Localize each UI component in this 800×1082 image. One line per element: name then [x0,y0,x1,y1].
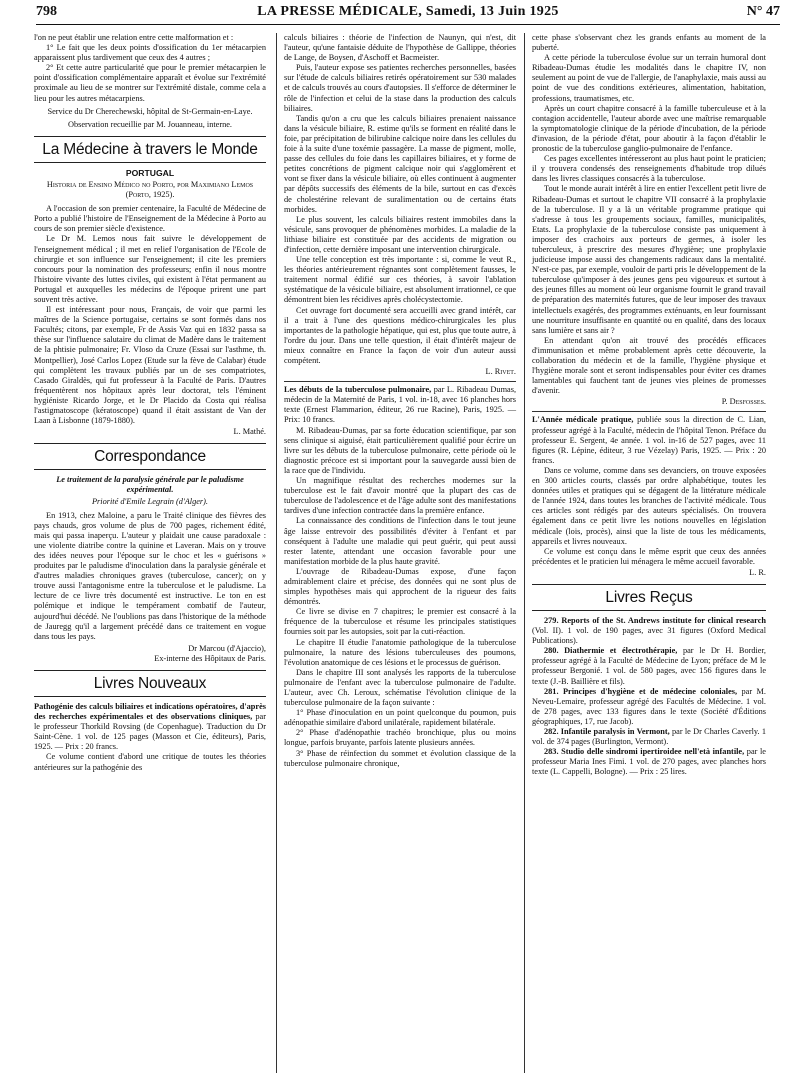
paragraph: Après un court chapitre consacré à la famille tuberculeuse et à la contagion accidentelle, l'auteur aborde avec une maîtrise remarquable la symptomatologie clinique de la période d'incubation, de la période d'invasion, de la période d'état, pour aboutir à la façon d'établir le pronostic de la tuberculose ganglio-pulmonaire de l'enfance. [532,103,766,154]
column-2 [284,33,516,769]
book-title: Pathogénie des calculs biliaires et indications opératoires, d'après des recherches expérimentales et des observations cliniques, [34,701,266,722]
divider [284,381,516,382]
paragraph: Cet ouvrage fort documenté sera accueilli avec grand intérêt, car il a trait à l'une des questions médico-chirurgicales les plus importantes de la pathologie hépatique, qui est, plus que toute autre, à l'ordre du jour. Dans une telle question, il était d'intérêt majeur de mieux connaître en France la façon de voir d'un auteur aussi compétent. [284,305,516,365]
paragraph: Puis, l'auteur expose ses patientes recherches personnelles, basées sur l'étude de calculs biliaires retirés opératoirement sur 530 malades et de calculs trouvés au cours d'autopsies. Il s'efforce de déterminer le rôle de l'infection et celui de la stase dans la production des calculs biliaires. [284,63,516,113]
paragraph: Ces pages excellentes intéresseront au plus haut point le praticien; il y trouvera condensés des renseignements d'habitude trop dilués dans les livres classiques consacrés à la tuberculose. [532,154,766,184]
list-item [532,687,766,727]
page-header [36,2,780,24]
paragraph: 2° Phase d'adénopathie trachéo bronchique, plus ou moins longue, parfois bruyante, parfois latente plusieurs années. [284,728,516,748]
paragraph: A l'occasion de son premier centenaire, la Faculté de Médecine de Porto a publié l'histoire de l'Enseignement de la Médecine à Porto au cours de son premier siècle d'existence. [34,204,266,234]
section-header [34,670,266,697]
paragraph: Dans ce volume, comme dans ses devanciers, on trouve exposées en 300 articles courts, classés par ordre alphabétique, toutes les données utiles et pratiques qui se dégagent de la littérature médicale de l'année 1924, dans toutes les branches de l'activité médicale. Tous ces articles sont rédigés par des auteurs spécialisés. On trouvera également dans ce petit livre les notions nouvelles en législation médicale (lois, procès), ainsi que la liste de tous les médicaments, appareils et livres nouveaux. [532,465,766,546]
paragraph: Tandis qu'on a cru que les calculs biliaires prenaient naissance dans la vésicule biliaire, R. estime qu'ils se forment en réalité dans le foie, par précipitation de bilirubine calcique noire dans les cellules du foie à la suite d'une toxémie passagère. La masse de pigment, molle, passe des cellules du foie dans les capillaires biliaires, et y forme de petites concrétions de pigment calcique noir qui s'agglomèrent et vont se fixer dans la vésicule biliaire, où elles continuent à augmenter par dépôts successifs des éléments de la bile, surtout en cas d'excès de cholestérine relevant de suralimentation ou de certains états morbides. [284,113,516,214]
paragraph: Dans le chapitre III sont analysés les rapports de la tuberculose pulmonaire de l'enfant avec la tuberculose pulmonaire de l'adulte. L'auteur, avec Ch. Leroux, schématise l'évolution clinique de la tuberculose pulmonaire de la façon suivante : [284,667,516,708]
book-details: (Vol. II). 1 vol. de 190 pages, avec 31 figures (Oxford Medical Publications). [532,626,766,646]
signature: Dr Marcou (d'Ajaccio), [188,643,266,653]
list-item [532,646,766,686]
paragraph: En 1913, chez Maloine, a paru le Traité clinique des fièvres des pays chauds, gros volume de plus de 700 pages, richement édité, mais qui passa inaperçu. L'auteur y plaidait une cause paradoxale : une violente diatribe contre la quinine et Laveran. Mais on y trouve des idées neuves pour l'époque sur le choc et les « guérisons » produites par le paludisme d'inoculation dans la paralysie générale et d'autres maladies chroniques graves (tuberculose, cancer); on y trouve aussi l'antagonisme entre la tuberculose et le paludisme. La lecture de ce livre très documenté est instructive. Le ton en est polémique et indique le tempérament combatif de l'auteur, aujourd'hui décédé. Ne l'oublions pas dans l'historique de la méthode de Jauregg qu'il a largement précédé dans ce traitement en vogue dans tous les pays. [34,510,266,641]
issue-number: N° 47 [746,4,780,19]
list-item [532,747,766,777]
book-entry [284,385,516,425]
paragraph: Ce livre se divise en 7 chapitres; le premier est consacré à la fréquence de la tuberculose et résume les principales statistiques fournies soit par les autopsies, soit par la cuti-réaction. [284,607,516,637]
book-details: par L. Ribadeau Dumas, médecin de la Maternité de Paris, 1 vol. in-18, avec 16 planches hors texte (Ernest Flammarion, éditeur, 26 rue Racine), Paris, 1925. — Prix: 10 francs. [284,385,517,425]
paragraph: Le chapitre II étudie l'anatomie pathologique de la tuberculose pulmonaire, la nature des lésions tuberculeuses des poumons, l'évolution anatomique de ces lésions et le processus de guérison. [284,637,516,667]
book-title: 282. Infantile paralysis in Vermont, [544,727,670,736]
divider [532,411,766,412]
observation-line: Observation recueillie par M. Jouanneau, interne. [67,119,233,129]
paragraph: En attendant qu'on ait trouvé des procédés efficaces d'immunisation et même probablement après cette découverte, la collaboration du médecin et de la famille, l'hygiène physique et l'hygiène morale sont et seront indispensables pour éviter ces drames lamentables qui fauchent tant de jeunes vies pleines de promesses d'avenir. [532,335,766,396]
paragraph: Ce volume est conçu dans le même esprit que ceux des années précédentes et le praticien lui ménagera le même accueil favorable. [532,546,766,566]
book-title: 280. Diathermie et électrothérapie, [544,646,678,656]
book-details: par M. Neveu-Lemaire, professeur agrégé des Facultés de Médecine. 1 vol. de 278 pages, avec 133 figures dans le texte (Société d'Éditions géographiques, 17, rue Jacob). [532,686,766,726]
paragraph: 2° Et cette autre particularité que pour le premier métacarpien le point d'ossification complémentaire apparaît et évolue sur l'extrémité proximale au lieu de se montrer sur l'extrémité distale, comme cela a lieu pour les autres métacarpiens. [34,63,266,103]
signature: P. Desfosses. [721,397,766,407]
column-3 [532,33,766,777]
paragraph: Un magnifique résultat des recherches modernes sur la tuberculose est le fait d'avoir montré que la plupart des cas de tuberculose de l'adolescence et de l'âge adulte sont des manifestations tardives d'une infection contractée dans la première enfance. [284,476,516,516]
book-details: publiée sous la direction de C. Lian, professeur agrégé à la Faculté, médecin de l'hôpital Tenon. Préface du professeur E. Sergent, 4e année. 1 vol. in-16 de 527 pages, avec 11 figures (R. Lépine, éditeur, 3 rue Vézelay) Paris, 1925. — Prix : 20 francs. [532,415,767,465]
book-details: par le professeur Thorkild Rovsing (de Copenhague). Traduction du Dr Saint-Cène. 1 vol. de 125 pages (Masson et Cie, éditeurs), Paris, 1925. — Prix : 20 francs. [34,712,266,752]
column-1 [34,33,266,773]
book-entry [34,702,266,752]
paragraph: La connaissance des conditions de l'infection dans le tout jeune âge laisse entrevoir des possibilités d'éviter à l'enfant et par conséquent à l'adulte une maladie qui peut guérir, qui peut aussi rester latente, attendant une occasion favorable pour une manifestation morbide de la plus haute gravité. [284,516,516,566]
letter-priority: Priorité d'Emile Legrain (d'Alger). [91,497,208,507]
paragraph: 3° Phase de réinfection du sommet et évolution classique de la tuberculose pulmonaire chronique, [284,748,516,768]
paragraph: Ce volume contient d'abord une critique de toutes les théories antérieures sur la pathogénie des [34,752,266,772]
book-title: Les débuts de la tuberculose pulmonaire, [284,385,432,395]
section-header [34,443,266,470]
book-details: par le Dr Charles Caverly. 1 vol. de 374 pages (Burlington, Vermont). [532,727,766,747]
book-title: 281. Principes d'hygiène et de médecine coloniales, [544,686,738,696]
list-item [532,727,766,747]
paragraph: l'on ne peut établir une relation entre cette malformation et : [34,33,234,42]
service-line: Service du Dr Cherechewski, hôpital de St-Germain-en-Laye. [47,106,253,116]
section-title-livres-nouveaux: Livres Nouveaux [93,674,207,692]
list-item [532,616,766,646]
book-reference: Historia de Ensino Médico no Porto, por Maximiano Lemos (Porto, 1925). [46,179,254,200]
book-title: 279. Reports of the St. Andrews institute for clinical research [544,615,766,625]
country-heading: PORTUGAL [125,167,175,178]
paragraph: Le Dr M. Lemos nous fait suivre le développement de l'enseignement médical ; il met en relief l'organisation de l'Ecole de chirurgie et son influence sur l'enseignement; il cite les premiers concours pour la nomination des professeurs; enfin il nous montre l'histoire vivante des luttes civiles, qui existent à l'état permanent au Portugal et auxquelles les médecins de l'époque prirent une part souvent très active. [34,234,266,304]
page-number: 798 [36,4,57,19]
paragraph: calculs biliaires : théorie de l'infection de Naunyn, qui n'est, dit l'auteur, qu'une fantaisie déduite de l'hypothèse de Gallippe, théories de Lange, de Boysen, d'Aschoff et Bacmeister. [284,33,516,63]
column-divider [276,33,277,1073]
journal-title: LA PRESSE MÉDICALE, Samedi, 13 Juin 1925 [257,4,559,19]
section-header [34,136,266,163]
signature: L. Rivet. [485,367,516,377]
paragraph: 1° Le fait que les deux points d'ossification du 1er métacarpien apparaissent plus tardivement que ceux des 4 autres ; [34,43,266,63]
letter-subject: Le traitement de la paralysie générale par le paludisme expérimental. [56,475,244,495]
section-title-livres-recus: Livres Reçus [605,588,693,606]
section-header [532,584,766,611]
book-title: L'Année médicale pratique, [532,415,634,425]
header-rule [36,24,780,25]
signature: L. Mathé. [233,427,266,437]
paragraph: Tout le monde aurait intérêt à lire en entier l'excellent petit livre de Ribadeau-Dumas et surtout le chapitre VII consacré à la prophylaxie de la tuberculose. Il y a là un véritable programme pratique qui s'adresse à tous les groupements sociaux, familles, municipalités, Etats. La prophylaxie de la tuberculose consiste pas uniquement à imposer des crachoirs aux porteurs de germes, à isoler les tuberculeux, à prescrire des mesures d'hygiène; une prophylaxie judicieuse impose aussi des changements radicaux dans la mentalité. N'est-ce pas, par exemple, vouloir de parti pris le développement de la tuberculose qu'imposer à des jeunes gens peu vigoureux et surtout à des jeunes filles au moment où leur organisme fournit le grand travail de préparation des maternités futures, que de leur imposer des travaux intellectuels exagérés, des programmes exténuants, en leur fournissant une nourriture insuffisante en quantité ou en qualité, dans des locaux sans lumière et sans air ? [532,184,766,335]
paragraph: A cette période la tuberculose évolue sur un terrain humoral dont Ribadeau-Dumas étudie les modalités dans le chapitre IV, non seulement au point de vue de l'allergie, de l'anaphylaxie, mais aussi au point de vue des conditions extérieures, alimentation, habitation, professions, traumatismes, etc. [532,53,766,103]
column-divider [524,33,525,1073]
book-details: par le professeur Maria Ines Fimi. 1 vol. de 270 pages, avec planches hors texte (L. Cappelli, Bologne). — Prix : 25 lires. [532,747,766,777]
section-title-correspondance: Correspondance [94,448,206,466]
signature-title: Ex-interne des Hôpitaux de Paris. [154,653,266,663]
paragraph: Le plus souvent, les calculs biliaires restent immobiles dans la vésicule, sans provoquer de phénomènes morbides. La maladie de la lithiase biliaire est constituée par des accidents de migration ou d'infection, cette dernière imposant une intervention chirurgicale. [284,214,516,254]
book-entry [532,415,766,465]
paragraph: Une telle conception est très importante : si, comme le veut R., les théories antérieurement régnantes sont complètement fausses, le traitement normal édifié sur ces théories, à savoir l'ablation systématique de la vésicule biliaire, est absolument irrationnel, ce que démontrent bien les récidives après cholécystectomie. [284,255,517,305]
book-title: 283. Studio delle sindromi ipertiroidee nell'età infantile, [544,747,745,757]
paragraph: 1° Phase d'inoculation en un point quelconque du poumon, puis adénopathie similaire d'abord unilatérale, rapidement bilatérale. [284,708,516,728]
paragraph: M. Ribadeau-Dumas, par sa forte éducation scientifique, par son sens clinique si aiguisé, était particulièrement qualifié pour écrire un livre sur les débuts de la tuberculose pulmonaire, cette période où le diagnostic précoce est si important pour la sauvegarde aussi bien de la race que de l'individu. [284,425,516,475]
signature: L. R. [749,567,766,577]
paragraph: cette phase s'observant chez les grands enfants au moment de la puberté. [532,33,766,53]
paragraph: L'ouvrage de Ribadeau-Dumas expose, d'une façon admirablement claire et précise, des données qui ne sont plus de simples hypothèses mais qui approchent de la rigueur des faits démontrés. [284,566,516,607]
book-details: par le Dr H. Bordier, professeur agrégé à la Faculté de Médecine de Lyon; préface de M le professeur Bergonié. 1 vol. de 580 pages, avec 156 figures dans le texte (J.-B. Baillière et fils). [532,646,766,686]
section-title-medecine: La Médecine à travers le Monde [42,140,258,158]
paragraph: Il est intéressant pour nous, Français, de voir que parmi les maîtres de la Science portugaise, certains se sont formés dans nos Facultés; citons, par exemple, Fr de Assis Vaz qui en 1832 passa sa thèse sur l'influence salutaire du climat de Madère dans le traitement de la phtisie pulmonaire; Fr. Vloso da Cruze (Essai sur l'asthme, th. Montpellier), José Carlos Lopez (Etude sur la fève de Calabar) étude qui complètent les travaux publiés par un de ses compatriotes, Casado Giraldès, qui fut professeur à la Faculté de Paris. D'autres fréquentèrent nos hôpitaux après leur doctorat, tels l'éminent hygiéniste Ricardo Jorge, et le Dr Placido da Costa qui réalisa l'astigmatoscope (kératoscope) quand il était assistant de Van der Laan à Lisbonne (1879-1880). [34,305,266,426]
